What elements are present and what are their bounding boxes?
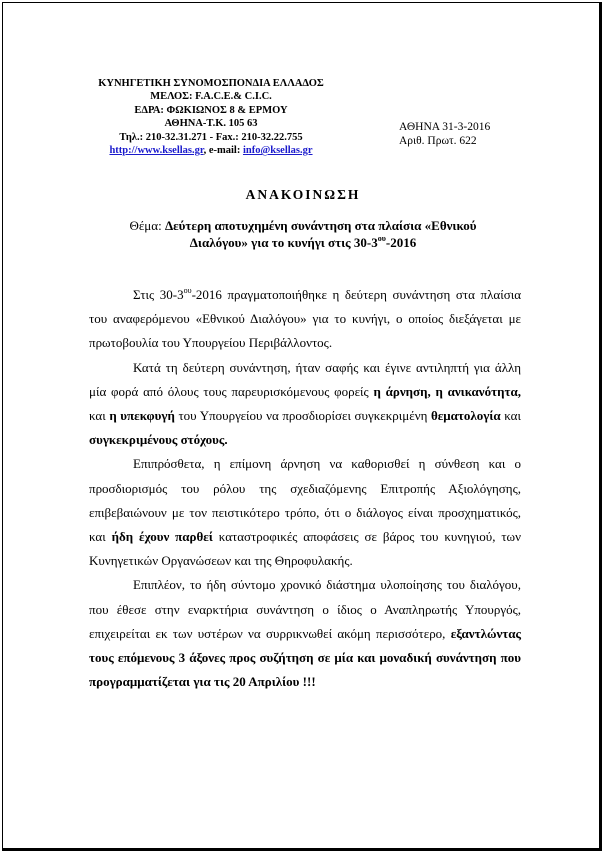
subject-line: [103, 217, 503, 251]
p2-text-3: του Υπουργείου να προσδιορίσει συγκεκριμένη: [174, 408, 431, 424]
org-member: ΜΕΛΟΣ: F.A.C.E.& C.I.C.: [150, 91, 272, 103]
document-page: [2, 2, 602, 851]
website-link[interactable]: http://www.ksellas.gr: [109, 145, 204, 157]
protocol-number: Αριθ. Πρωτ. 622: [399, 135, 477, 147]
page-title: ΑΝΑΚΟΙΝΩΣΗ: [245, 187, 361, 202]
org-city: ΑΘΗΝΑ-Τ.Κ. 105 63: [164, 118, 258, 130]
p2-bold-1: η άρνηση, η ανικανότητα,: [373, 383, 521, 399]
p2-text-2: και: [89, 408, 110, 424]
p2-text-4: και: [500, 408, 521, 424]
subject-label: Θέμα:: [129, 218, 165, 233]
p1-sup: ου: [183, 285, 192, 295]
organization-header: [81, 77, 341, 157]
email-link[interactable]: info@ksellas.gr: [242, 145, 313, 157]
p3-text-2: καταστροφικές αποφάσεις σε βάρος του κυνηγιού, των Κυνηγετικών Οργανώσεων και της Θηροφυλακής.: [89, 529, 521, 569]
p1-text-a: Στις 30-3: [133, 287, 184, 302]
p1-text-b: -2016 πραγματοποιήθηκε η δεύτερη συνάντηση στα πλαίσια του αναφερόμενου «Εθνικού Διαλόγου» για το κυνήγι, ο οποίος διεξάγεται με πρωτοβουλία του Υπουργείου Περιβάλλοντος.: [89, 287, 522, 351]
subject-text-end: -2016: [385, 235, 417, 250]
org-contact: [81, 144, 341, 157]
subject-text: Δεύτερη αποτυχημένη συνάντηση στα πλαίσια «Εθνικού Διαλόγου» για το κυνήγι στις 30-3: [164, 218, 477, 250]
org-phone: Τηλ.: 210-32.31.271 - Fax.: 210-32.22.755: [119, 131, 303, 143]
subject-sup: ου: [377, 233, 386, 243]
p4-bold-1: εξαντλώντας τους επόμενους 3 άξονες προς συζήτηση σε μία και μοναδική συνάντηση που προγραμματίζεται για τις 20 Απριλίου !!!: [89, 625, 521, 690]
p2-bold-2: η υπεκφυγή: [109, 408, 175, 424]
p4-text-1: Επιπλέον, το ήδη σύντομο χρονικό διάστημα υλοποίησης του διαλόγου, που έθεσε στην εναρκτήρια συνάντηση ο ίδιος ο Αναπληρωτής Υπουργός, επιχειρείται εκ των υστέρων να συρρικνωθεί ακόμη περισσότερο,: [89, 577, 521, 641]
p2-text-1: Κατά τη δεύτερη συνάντηση, ήταν σαφής και έγινε αντιληπτή για άλλη μία φορά από όλους τους παρευρισκόμενους φορείς: [89, 359, 521, 399]
org-seat: ΕΔΡΑ: ΦΩΚΙΩΝΟΣ 8 & ΕΡΜΟΥ: [134, 104, 288, 116]
email-label: , e-mail:: [203, 145, 243, 157]
p3-text-1: Επιπρόσθετα, η επίμονη άρνηση να καθορισθεί η σύνθεση και ο προσδιορισμός του ρόλου της σχεδιαζόμενης Επιτροπής Αξιολόγησης, επιβεβαιώνουν με τον πειστικότερο τρόπο, ότι ο διάλογος είναι προσχηματικός, και: [89, 456, 521, 545]
announcement-body: [89, 283, 521, 694]
org-name: ΚΥΝΗΓΕΤΙΚΗ ΣΥΝΟΜΟΣΠΟΝΔΙΑ ΕΛΛΑΔΟΣ: [98, 78, 324, 89]
paragraph-1: [89, 283, 521, 356]
document-meta: [399, 120, 490, 148]
paragraph-2: [89, 356, 521, 453]
paragraph-3: [89, 452, 521, 573]
p2-bold-3: θεματολογία: [430, 408, 501, 424]
p3-bold-1: ήδη έχουν παρθεί: [111, 529, 213, 545]
p2-bold-4: συγκεκριμένους στόχους.: [89, 432, 228, 448]
document-date: ΑΘΗΝΑ 31-3-2016: [399, 121, 491, 133]
paragraph-4: [89, 573, 521, 694]
